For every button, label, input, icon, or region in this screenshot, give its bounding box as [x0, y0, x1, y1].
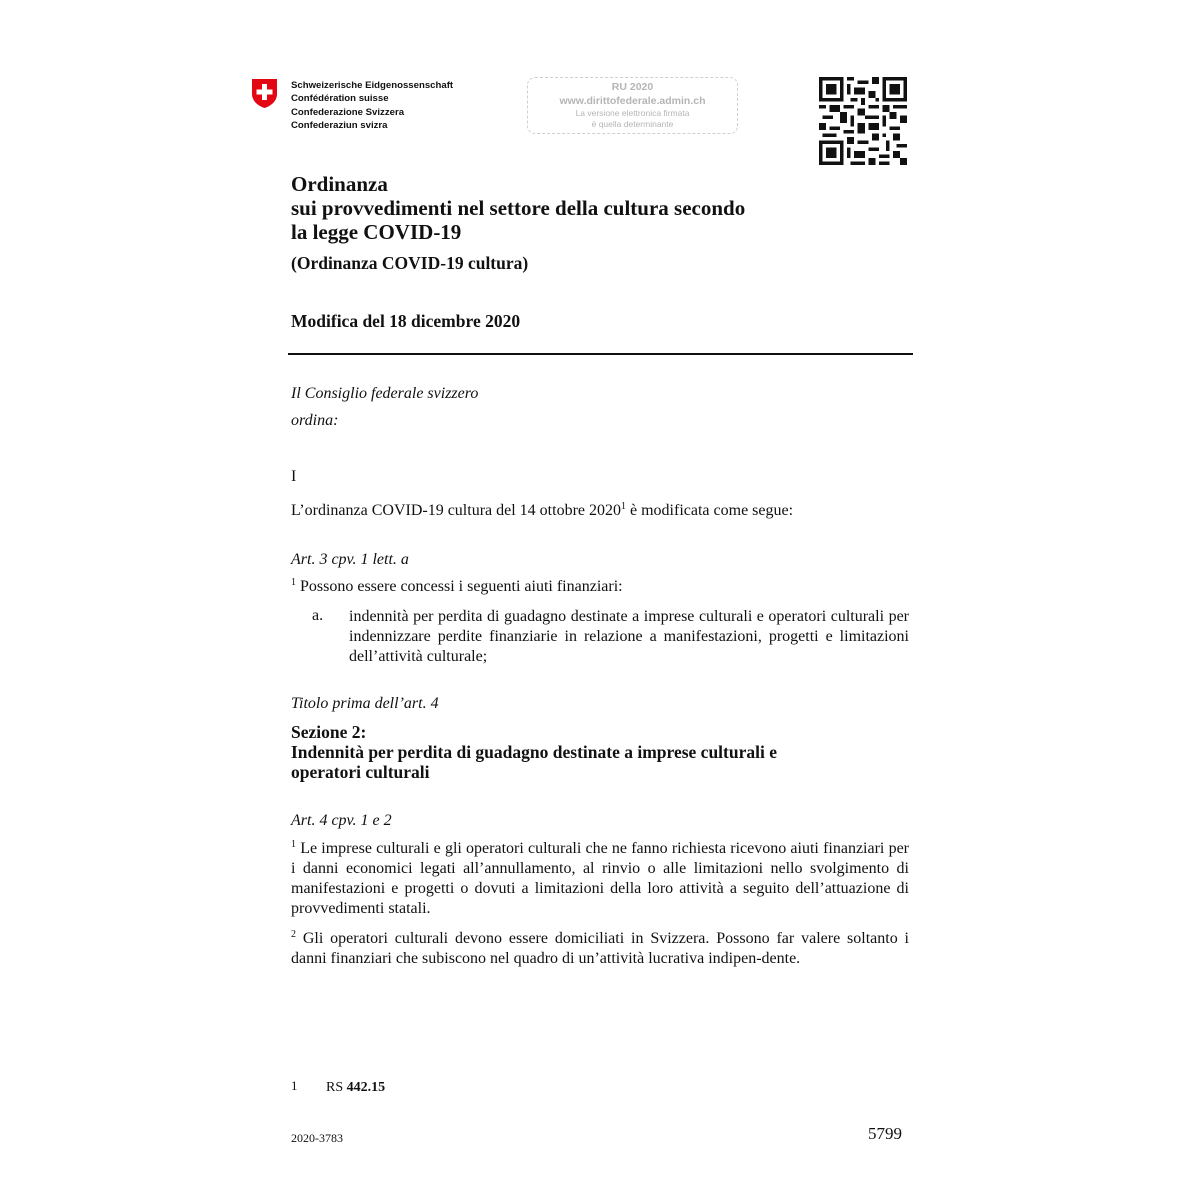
- footnote-reference: 442.15: [346, 1080, 386, 1095]
- list-item-letter: a.: [312, 607, 324, 624]
- stamp-collection: RU 2020: [611, 81, 654, 93]
- article-3-paragraph-1: [291, 577, 623, 597]
- footnote-text: [326, 1080, 385, 1096]
- title-line-3: la legge COVID-19: [291, 220, 462, 244]
- article-3-reference: Art. 3 cpv. 1 lett. a: [291, 551, 409, 568]
- confederation-de: Schweizerische Eidgenossenschaft: [291, 80, 454, 91]
- official-compilation-stamp: [527, 77, 738, 134]
- title-divider: [288, 353, 913, 355]
- stamp-note-1: La versione elettronica firmata: [575, 108, 690, 118]
- intro-paragraph: [291, 501, 793, 521]
- section-heading-line-2: Indennità per perdita di guadagno destinate a imprese culturali e: [291, 742, 777, 762]
- footnote-number: 1: [291, 1078, 298, 1093]
- paragraph-number: 2: [291, 929, 296, 940]
- confederation-name: [291, 79, 453, 132]
- amendment-date: Modifica del 18 dicembre 2020: [291, 311, 521, 331]
- confederation-rm: Confederaziun svizra: [291, 119, 388, 131]
- paragraph-text: Gli operatori culturali devono essere domiciliati in Svizzera. Possono far valere soltanto i danni finanziari che subiscono nel quadro di un’attività lucrativa indipen-dente.: [291, 930, 909, 967]
- footnote-marker: 1: [621, 501, 626, 512]
- section-heading-line-3: operatori culturali: [291, 762, 430, 782]
- document-title: [291, 172, 745, 244]
- title-before-art4-reference: Titolo prima dell’art. 4: [291, 695, 439, 712]
- intro-text-end: è modificata come segue:: [626, 502, 794, 519]
- list-item-text: indennità per perdita di guadagno destinate a imprese culturali e operatori culturali per indennizzare perdite finanziarie in relazione a manifestazioni, progetti e limitazioni dell’attività culturale;: [349, 608, 909, 665]
- stamp-note-2: è quella determinante: [591, 119, 674, 129]
- paragraph-number: 1: [291, 577, 296, 588]
- confederation-fr: Confédération suisse: [291, 93, 389, 105]
- section-heading-line-1: Sezione 2:: [291, 722, 367, 742]
- article-4-reference: Art. 4 cpv. 1 e 2: [291, 812, 392, 829]
- swiss-cross-icon: [251, 78, 278, 109]
- section-numeral: I: [291, 468, 297, 485]
- article-4-paragraph-2: [291, 929, 909, 969]
- article-4-paragraph-1: [291, 839, 909, 919]
- document-number: 2020-3783: [291, 1131, 343, 1145]
- stamp-url: www.dirittofederale.admin.ch: [559, 95, 706, 107]
- qr-code-icon: [819, 77, 907, 165]
- preamble-authority: Il Consiglio federale svizzero: [291, 385, 479, 402]
- intro-text: L’ordinanza COVID-19 cultura del 14 ottobre 2020: [291, 502, 621, 519]
- preamble-ordains: ordina:: [291, 412, 339, 429]
- paragraph-text: Possono essere concessi i seguenti aiuti finanziari:: [296, 578, 623, 595]
- confederation-it: Confederazione Svizzera: [291, 106, 405, 118]
- short-title: (Ordinanza COVID-19 cultura): [291, 253, 529, 273]
- page-number: 5799: [868, 1124, 902, 1143]
- title-line-1: Ordinanza: [291, 172, 388, 196]
- paragraph-number: 1: [291, 839, 296, 850]
- title-line-2: sui provvedimenti nel settore della cultura secondo: [291, 196, 746, 220]
- footnote-prefix: RS: [326, 1080, 347, 1095]
- section-heading: [291, 722, 777, 782]
- paragraph-text: Le imprese culturali e gli operatori culturali che ne fanno richiesta ricevono aiuti finanziari per i danni economici legati all’annullamento, al rinvio o alle limitazioni nello svolgimento di manifestazioni e progetti o dovuti a limitazioni della loro attività a seguito dell’attuazione di provvedimenti statali.: [291, 840, 909, 917]
